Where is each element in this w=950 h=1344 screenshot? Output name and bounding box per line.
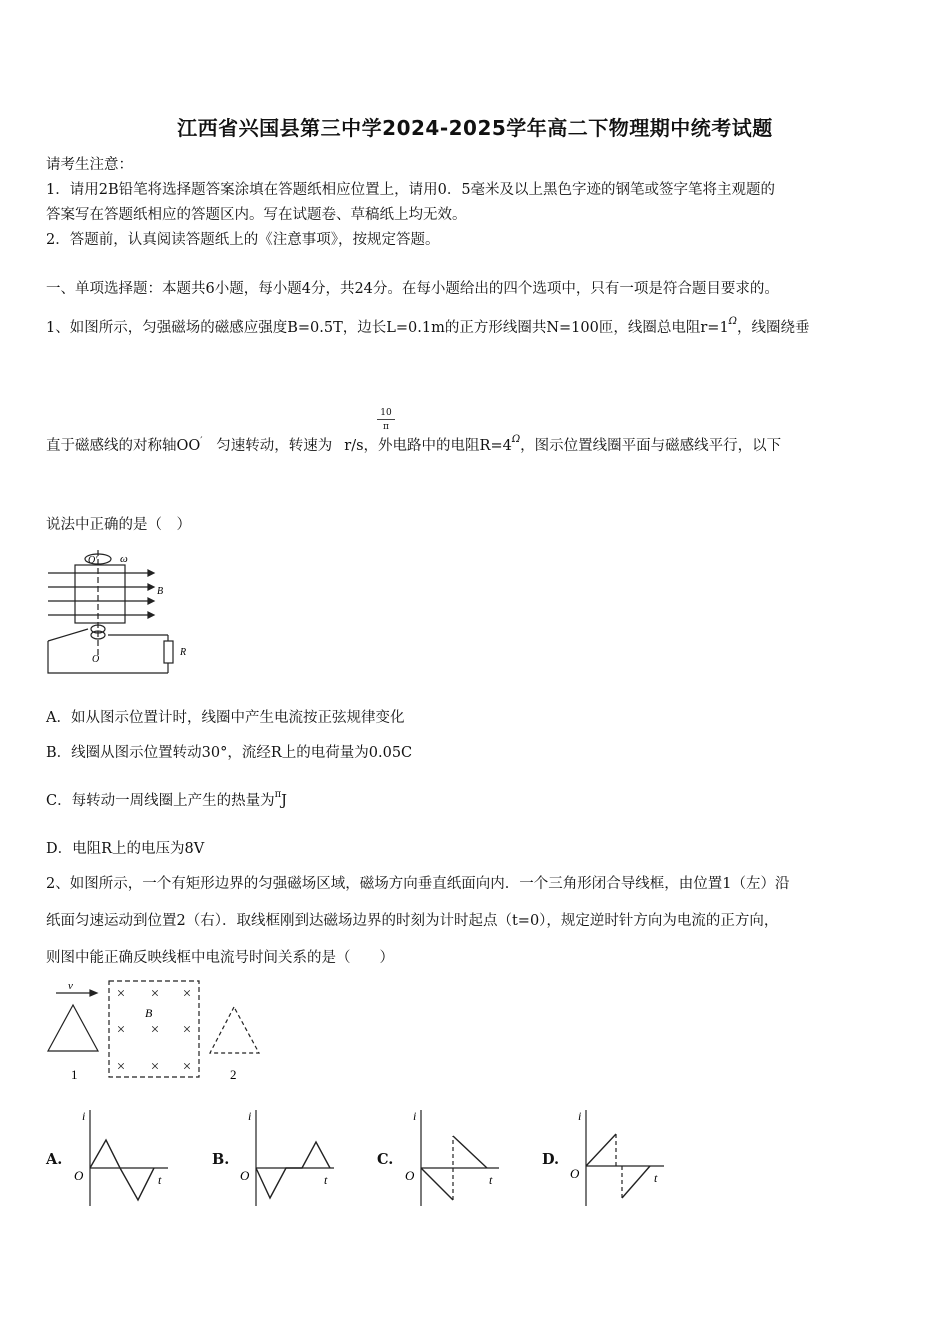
option-d-graph: [568, 1108, 668, 1208]
circuit-wire: [48, 641, 168, 673]
x-mark: ×: [150, 1022, 160, 1038]
option-d-label: D.: [542, 1151, 560, 1168]
current-curve: [256, 1142, 330, 1198]
axis-label-o: O: [74, 1168, 84, 1183]
arrow-head: [148, 598, 154, 604]
q1-text: 1、如图所示，匀强磁场的磁感应强度B=0.5T，边长L=0.1m的正方形线圈共N=100匝，线圈总电阻r=1: [46, 320, 729, 336]
fraction-numerator: 10: [377, 408, 395, 420]
x-mark: ×: [150, 1059, 160, 1075]
axis-label-o: O: [570, 1166, 580, 1181]
q1-option-c: [46, 789, 287, 810]
axis-label-i: i: [82, 1109, 86, 1123]
q1-stem-line-2: [46, 434, 781, 455]
label-r: R: [180, 647, 187, 658]
axis-label-i: i: [413, 1109, 417, 1123]
axis-label-o: O: [405, 1168, 415, 1183]
arrow-head: [148, 570, 154, 576]
page-title: 江西省兴国县第三中学2024-2025学年高二下物理期中统考试题: [177, 116, 773, 140]
q1-stem-tail: ，图示位置线圈平面与磁感线平行，以下: [520, 438, 782, 454]
triangle-position-1: [48, 1005, 98, 1051]
label-position-2: 2: [230, 1067, 237, 1082]
notice-item-1-line-2: 答案写在答题纸相应的答题区内。写在试题卷、草稿纸上均无效。: [46, 207, 467, 223]
option-b-label: B.: [212, 1151, 230, 1168]
resistor-r: [164, 641, 173, 663]
arrow-head: [148, 612, 154, 618]
label-v: v: [68, 980, 73, 992]
q1-stem-line-1: [46, 316, 809, 337]
label-position-1: 1: [71, 1067, 78, 1082]
q2-stem-line-2: 纸面匀速运动到位置2（右）．取线框刚到达磁场边界的时刻为计时起点（t=0），规定逆时针方向为电流的正方向，: [46, 913, 779, 929]
axis-label-i: i: [578, 1109, 582, 1123]
q1-option-a: A．如从图示位置计时，线圈中产生电流按正弦规律变化: [46, 710, 405, 726]
current-curve: [622, 1166, 650, 1198]
q1-stem-line-3: 说法中正确的是（ ）: [46, 517, 191, 533]
option-a-graph: [72, 1108, 172, 1208]
label-b: B: [145, 1006, 153, 1020]
triangle-position-2: [210, 1007, 259, 1053]
label-b: B: [157, 586, 164, 597]
label-o: O: [92, 654, 100, 665]
q1-coil-figure: [40, 545, 200, 680]
current-curve: [453, 1136, 487, 1168]
x-mark: ×: [150, 986, 160, 1002]
x-mark: ×: [116, 1059, 126, 1075]
q2-stem-line-1: 2、如图所示，一个有矩形边界的匀强磁场区域，磁场方向垂直纸面向内．一个三角形闭合导线框，由位置1（左）沿: [46, 876, 790, 892]
q1-option-c-text: C．每转动一周线圈上产生的热量为: [46, 793, 275, 809]
option-c-label: C.: [377, 1151, 394, 1168]
notice-item-2: 2．答题前，认真阅读答题纸上的《注意事项》，按规定答题。: [46, 232, 440, 248]
arrow-head: [148, 584, 154, 590]
q1-text-tail: ，线圈绕垂: [736, 320, 810, 336]
notice-item-1-line-1: 1．请用2B铅笔将选择题答案涂填在答题纸相应位置上，请用0．5毫米及以上黑色字迹的钢笔或签字笔将主观题的: [46, 182, 776, 198]
q1-speed-text: 匀速转动，转速为: [216, 438, 333, 454]
arrow-head: [90, 990, 97, 996]
brush-wire: [48, 629, 88, 641]
current-curve: [90, 1140, 154, 1200]
axis-label-t: t: [158, 1173, 162, 1187]
x-mark: ×: [116, 986, 126, 1002]
x-mark: ×: [182, 1022, 192, 1038]
axis-label-o: O: [240, 1168, 250, 1183]
option-b-graph: [238, 1108, 338, 1208]
current-curve: [421, 1168, 453, 1200]
prime-mark: ′: [200, 436, 203, 447]
q2-field-figure: [40, 975, 270, 1085]
q1-option-b: B．线圈从图示位置转动30°，流经R上的电荷量为0.05C: [46, 745, 413, 761]
q1-option-c-unit: J: [281, 793, 287, 809]
ohm-symbol-2: Ω: [511, 434, 521, 445]
ohm-symbol: Ω: [728, 316, 737, 327]
x-mark: ×: [182, 1059, 192, 1075]
axis-label-t: t: [324, 1173, 328, 1187]
axis-label-i: i: [248, 1109, 252, 1123]
current-curve: [586, 1134, 616, 1166]
label-o-prime: O′: [88, 555, 98, 566]
q1-resistance-text: r/s，外电路中的电阻R=4: [344, 438, 512, 454]
coil-square: [75, 565, 125, 623]
x-mark: ×: [182, 986, 192, 1002]
option-a-label: A.: [46, 1151, 63, 1168]
q1-option-d: D．电阻R上的电压为8V: [46, 841, 205, 857]
axis-label-t: t: [489, 1173, 493, 1187]
x-mark: ×: [116, 1022, 126, 1038]
q2-stem-line-3: 则图中能正确反映线框中电流号时间关系的是（ ）: [46, 950, 394, 966]
label-omega: ω: [120, 553, 128, 565]
notice-heading: 请考生注意：: [46, 157, 133, 173]
q1-axis-text: 直于磁感线的对称轴OO: [46, 438, 201, 454]
axis-label-t: t: [654, 1171, 658, 1185]
section-heading: 一、单项选择题：本题共6小题，每小题4分，共24分。在每小题给出的四个选项中，只有一项是符合题目要求的。: [46, 281, 779, 297]
fraction-denominator: π: [383, 422, 389, 432]
pi-symbol: π: [274, 789, 282, 800]
option-c-graph: [403, 1108, 503, 1208]
